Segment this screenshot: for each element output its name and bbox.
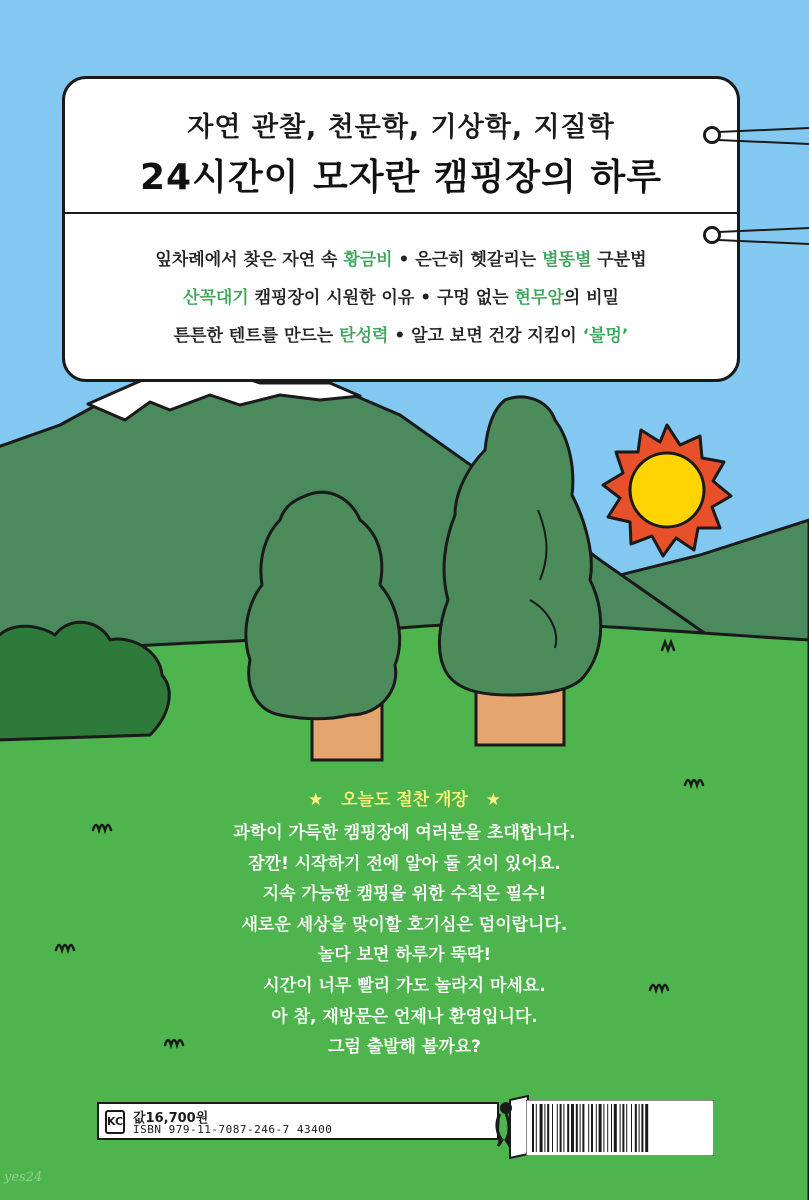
topic-line: 산꼭대기 캠핑장이 시원한 이유 • 구멍 없는 현무암의 비밀	[183, 288, 619, 308]
topic-highlight: ‘불멍’	[582, 326, 629, 346]
barcode-bar	[596, 1104, 597, 1152]
body-text	[0, 818, 809, 1063]
watermark: yes24	[4, 1170, 43, 1185]
barcode-bar	[591, 1104, 593, 1152]
barcode-bar	[582, 1104, 584, 1152]
barcode-bar	[544, 1104, 545, 1152]
barcode-bar	[547, 1104, 549, 1152]
body-line: 새로운 세상을 맞이할 호기심은 덤이랍니다.	[241, 914, 568, 935]
body-line: 그럼 출발해 볼까요?	[327, 1037, 482, 1058]
barcode	[526, 1100, 714, 1156]
barcode-bar	[620, 1104, 621, 1152]
barcode-bar	[603, 1104, 604, 1152]
header-card	[62, 76, 740, 382]
barcode-bar	[563, 1104, 564, 1152]
barcode-bar	[622, 1104, 624, 1152]
isbn-label: ISBN 979-11-7087-246-7 43400	[133, 1123, 333, 1136]
barcode-bar	[552, 1104, 553, 1152]
barcode-bar	[635, 1104, 637, 1152]
body-line: 지속 가능한 캠핑을 위한 수칙은 필수!	[262, 884, 547, 905]
topic-highlight: 별똥별	[542, 250, 592, 270]
barcode-bar	[540, 1104, 543, 1152]
barcode-bar	[631, 1104, 632, 1152]
body-line: 아 참, 재방문은 언제나 환영입니다.	[271, 1006, 538, 1027]
price-label: 값16,700원	[133, 1111, 209, 1126]
ring-hook-icon	[703, 126, 721, 144]
topic-highlight: 황금비	[343, 250, 393, 270]
barcode-bar	[626, 1104, 627, 1152]
barcode-bar	[599, 1104, 602, 1152]
barcode-bar	[607, 1104, 608, 1152]
intro-heading: ★ 오늘도 절찬 개장 ★	[308, 790, 501, 810]
topic-highlight: 탄성력	[339, 326, 389, 346]
barcode-bar	[611, 1104, 612, 1152]
topic-line: 튼튼한 텐트를 만드는 탄성력 • 알고 보면 건강 지킴이 ‘불멍’	[173, 326, 629, 346]
topics-list	[65, 241, 737, 355]
barcode-bar	[645, 1104, 648, 1152]
barcode-bar	[567, 1104, 569, 1152]
topic-highlight: 산꼭대기	[183, 288, 249, 308]
barcode-bar	[639, 1104, 640, 1152]
star-icon: ★	[308, 790, 324, 810]
kc-certification-icon: KC	[105, 1110, 125, 1134]
body-line: 놀다 보면 하루가 뚝딱!	[317, 945, 492, 966]
topic-highlight: 현무암	[514, 288, 564, 308]
subtitle: 자연 관찰, 천문학, 기상학, 지질학	[187, 112, 615, 143]
topic-line: 잎차례에서 찾은 자연 속 황금비 • 은근히 헷갈리는 별똥별 구분법	[155, 250, 647, 270]
barcode-bar	[560, 1104, 562, 1152]
body-line: 시간이 너무 빨리 가도 놀라지 마세요.	[263, 975, 546, 996]
barcode-bar	[536, 1104, 537, 1152]
barcode-bar	[580, 1104, 581, 1152]
barcode-bar	[614, 1104, 617, 1152]
barcode-bar	[532, 1104, 534, 1152]
header-title-panel	[65, 79, 737, 214]
barcode-bar	[588, 1104, 589, 1152]
star-icon: ★	[485, 790, 501, 810]
barcode-bar	[571, 1104, 574, 1152]
barcode-bar	[576, 1104, 578, 1152]
page-title: 24시간이 모자란 캠핑장의 하루	[139, 157, 662, 198]
barcode-bar	[641, 1104, 643, 1152]
body-line: 잠깐! 시작하기 전에 알아 둘 것이 있어요.	[248, 853, 561, 874]
ring-hook-icon	[703, 226, 721, 244]
body-line: 과학이 가득한 캠핑장에 여러분을 초대합니다.	[233, 823, 576, 843]
price-isbn-box	[97, 1102, 499, 1140]
barcode-bar	[557, 1104, 558, 1152]
